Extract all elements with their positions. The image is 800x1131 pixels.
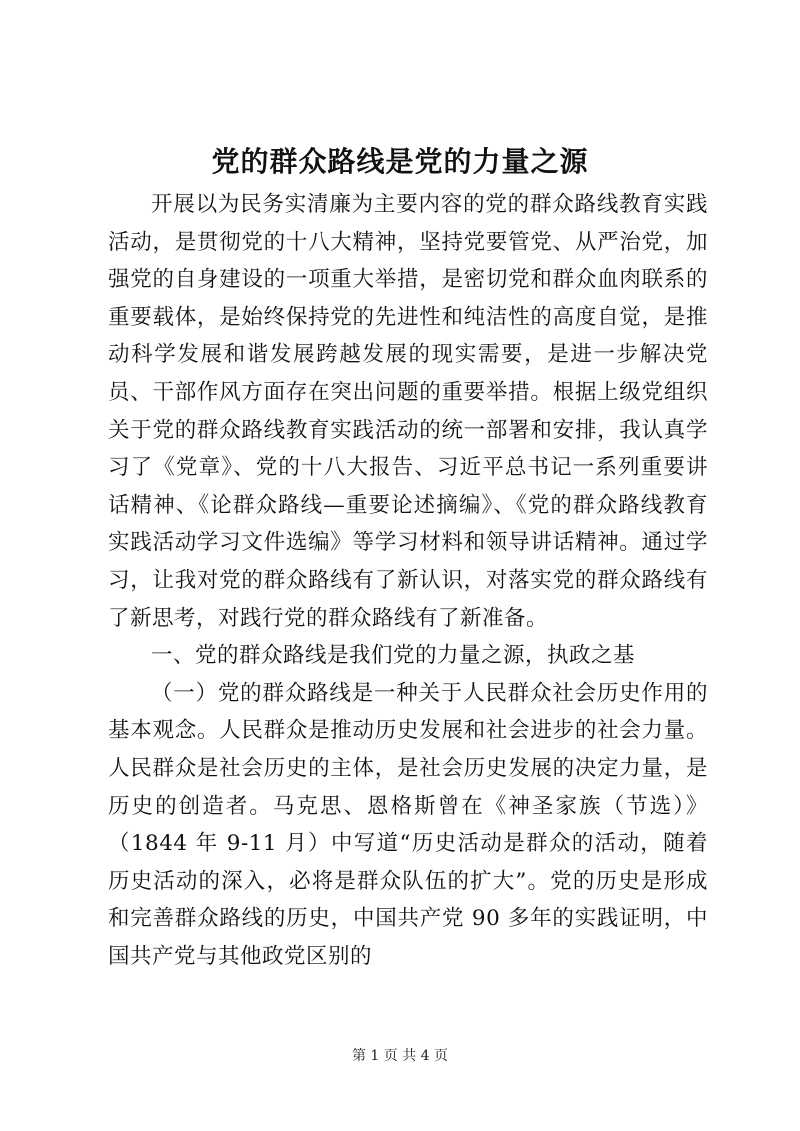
intro-paragraph: 开展以为民务实清廉为主要内容的党的群众路线教育实践活动，是贯彻党的十八大精神，坚持党要管党、从严治党，加强党的自身建设的一项重大举措，是密切党和群众血肉联系的重要载体，是始终保持党的先进性和纯洁性的高度自觉，是推动科学发展和谐发展跨越发展的现实需要，是进一步解决党员、干部作风方面存在突出问题的重要举措。根据上级党组织关于党的群众路线教育实践活动的统一部署和安排，我认真学习了《党章》、党的十八大报告、习近平总书记一系列重要讲话精神、《论群众路线—重要论述摘编》、《党的群众路线教育实践活动学习文件选编》等学习材料和领导讲话精神。通过学习，让我对党的群众路线有了新认识，对落实党的群众路线有了新思考，对践行党的群众路线有了新准备。 <box>108 192 708 631</box>
subsection-paragraph: （一）党的群众路线是一种关于人民群众社会历史作用的基本观念。人民群众是推动历史发展和社会进步的社会力量。人民群众是社会历史的主体，是社会历史发展的决定力量，是历史的创造者。马克思、恩格斯曾在《神圣家族（节选）》（1844 年 9-11 月）中写道“历史活动是群众的活动，随着历史活动的深入，必将是群众队伍的扩大”。党的历史是形成和完善群众路线的历史，中国共产党 90 多年的实践证明，中国共产党与其他政党区别的 <box>108 680 708 969</box>
document-body <box>108 186 708 975</box>
page-footer: 第 1 页 共 4 页 <box>351 1048 449 1064</box>
document-title: 党的群众路线是党的力量之源 <box>211 145 589 178</box>
section-heading: 一、党的群众路线是我们党的力量之源，执政之基 <box>151 643 636 669</box>
